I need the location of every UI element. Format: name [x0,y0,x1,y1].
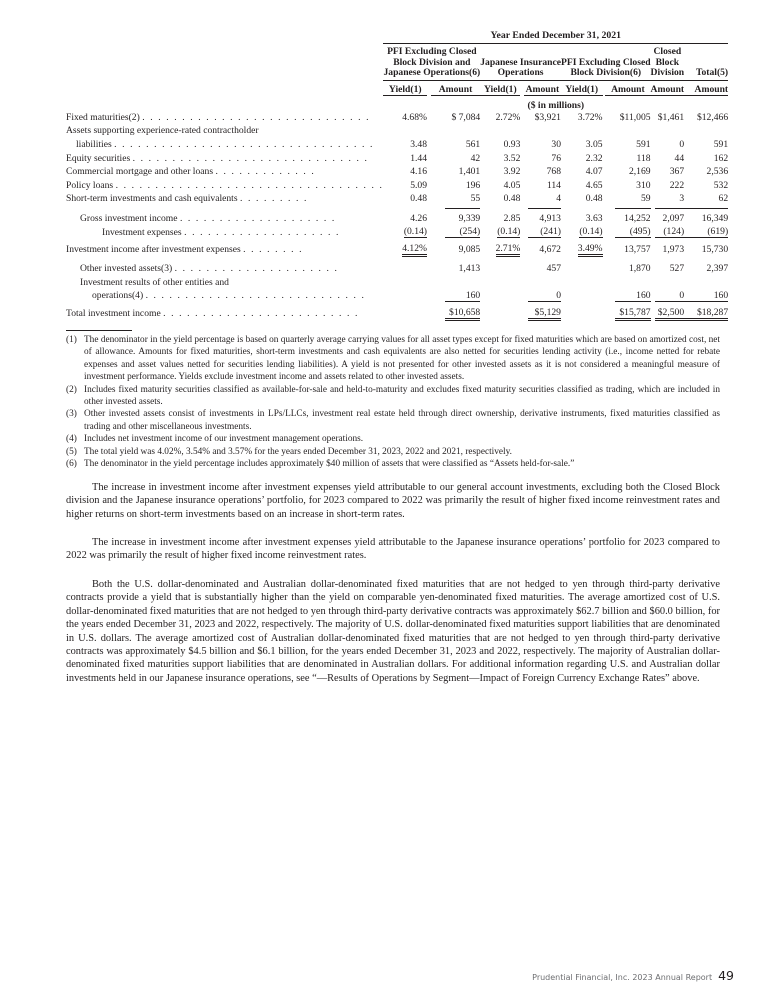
investment-income-table [66,30,728,321]
footnote-5: (5) The total yield was 4.02%, 3.54% and 3.57% for the years ended December 31, 2023, 2022 and 2021, respectively. [66,446,512,457]
footnote-1: (1) The denominator in the yield percentage is based on quarterly average carrying values for all asset types except for fixed maturities which are based on amortized cost, net of allowance. Amounts for fixed maturities, short-term investments and cash equivalents are also netted for securities lending activity (i.e., income netted for rebate expenses and asset values netted for securities lending liabilities). A yield is not presented for other invested assets as it is not considered a meaningful measure of investment performance. Yields exclude investment income and assets related to other invested assets. [66,335,720,383]
table-row: Other invested assets(3) . . . . . . . . . . . . . . . . . . . . . 1,413 457 1,870 527 2,397 [80,263,729,275]
subheader-yield: Yield(1) [480,84,520,96]
subheader-yield: Yield(1) [383,84,427,96]
period-header: Year Ended December 31, 2021 [383,30,728,44]
table-row: Investment income after investment expenses . . . . . . . . 4.12% 9,085 2.71% 4,672 3.49% 13,757 1,973 15,730 [66,242,729,256]
table-row: Fixed maturities(2) . . . . . . . . . . . . . . . . . . . . . . . . . . . . . 4.68% $ 7,084 2.72% $3,921 3.72% $11,005 $1,461 $12,466 [66,111,729,123]
table-row: liabilities . . . . . . . . . . . . . . . . . . . . . . . . . . . . . . . . . 3.48 561 0.93 30 3.05 591 0 591 [76,138,729,150]
footnote-2: (2) Includes fixed maturity securities classified as available-for-sale and held-to-maturity and excludes fixed maturity securities classified as trading, which are included in other invested assets. [66,384,720,408]
subheader-yield: Yield(1) [561,84,603,96]
units-label: ($ in millions) [527,99,585,111]
body-paragraph-2: The increase in investment income after investment expenses yield attributable to the Japanese insurance operations’ portfolio for 2023 compared to 2022 was primarily the result of higher fixed income reinvestment rates. [66,537,720,562]
table-row: Assets supporting experience-rated contractholder [66,125,259,137]
footnote-4: (4) Includes net investment income of our investment management operations. [66,434,364,445]
table-row: operations(4) . . . . . . . . . . . . . . . . . . . . . . . . . . . . 160 0 160 0 160 [92,289,729,302]
footnote-6: (6) The denominator in the yield percentage includes approximately $40 million of assets that were classified as “Assets held-for-sale.” [66,459,575,470]
table-row: Gross investment income . . . . . . . . . . . . . . . . . . . . 4.26 9,339 2.85 4,913 3.63 14,252 2,097 16,349 [80,212,729,224]
footnote-3: (3) Other invested assets consist of investments in LPs/LLCs, investment real estate held through direct ownership, derivative instruments, fixed maturities classified as trading and other miscellaneous investments. [66,409,720,432]
group-header-closed-block: Closed Block Division [651,44,685,82]
table-row: Commercial mortgage and other loans . . . . . . . . . . . . . 4.16 1,401 3.92 768 4.07 2,169 367 2,536 [66,166,729,178]
subheader-amount: Amount [650,83,685,95]
subheader-amount: Amount [605,84,650,96]
table-row: Equity securities . . . . . . . . . . . . . . . . . . . . . . . . . . . . . . 1.44 42 3.52 76 2.32 118 44 162 [66,152,729,164]
table-row: Short-term investments and cash equivalents . . . . . . . . . 0.48 55 0.48 4 0.48 59 3 62 [66,193,729,205]
table-row: Investment expenses . . . . . . . . . . . . . . . . . . . . (0.14) (254) (0.14) (241) (0.14) (495) (124) (619) [102,226,729,238]
subheader-amount: Amount [684,84,728,96]
group-header-pfi-excl-cb-japan: PFI Excluding Closed Block Division and Japanese Operations(6) [383,44,480,82]
group-header-pfi-excl-cb: PFI Excluding Closed Block Division(6) [561,44,651,82]
body-paragraph-1: The increase in investment income after investment expenses yield attributable to our general account investments, excluding both the Closed Block division and the Japanese insurance operations’ portfolio, for 2023 compared to 2022 was primarily the result of higher fixed income reinvestment rates and higher returns on short-term investments based on an increase in short-term rates. [66,482,720,520]
group-header-total: Total(5) [684,44,728,82]
subheader-amount: Amount [431,84,480,96]
group-header-japanese-insurance: Japanese Insurance Operations [480,44,561,82]
page-footer [532,968,734,983]
subheader-amount: Amount [525,83,560,95]
page-number: 49 [718,968,734,983]
body-paragraph-3: Both the U.S. dollar-denominated and Australian dollar-denominated fixed maturities that are not hedged to yen through third-party derivative contracts provide a yield that is substantially higher than the yield on comparable yen-denominated fixed maturities. The average amortized cost of U.S. dollar-denominated fixed maturities that are not hedged to yen through third-party derivative contracts was approximately $62.7 billion and $60.0 billion, for the years ended December 31, 2023 and 2022, respectively. The majority of U.S. dollar-denominated fixed maturities support liabilities that are denominated in U.S. dollars. The average amortized cost of Australian dollar-denominated fixed maturities that are not hedged to yen through third-party derivative contracts was approximately $4.5 billion and $6.1 billion, for the years ended December 31, 2023 and 2022, respectively. The majority of Australian dollar-denominated fixed maturities support liabilities that are denominated in Australian dollars. For additional information regarding U.S. and Australian dollar investments held in our Japanese insurance operations, see “—Results of Operations by Segment—Impact of Foreign Currency Exchange Rates” above. [66,579,720,684]
footnote-divider [66,330,132,331]
footer-report-title: Prudential Financial, Inc. 2023 Annual Report [532,973,713,982]
footnotes [66,334,720,470]
table-row: Investment results of other entities and [80,276,229,288]
table-row: Policy loans . . . . . . . . . . . . . . . . . . . . . . . . . . . . . . . . . . 5.09 196 4.05 114 4.65 310 222 532 [66,179,729,191]
table-row: Total investment income . . . . . . . . . . . . . . . . . . . . . . . . . $10,658 $5,129 $15,787 $2,500 $18,287 [66,306,729,320]
